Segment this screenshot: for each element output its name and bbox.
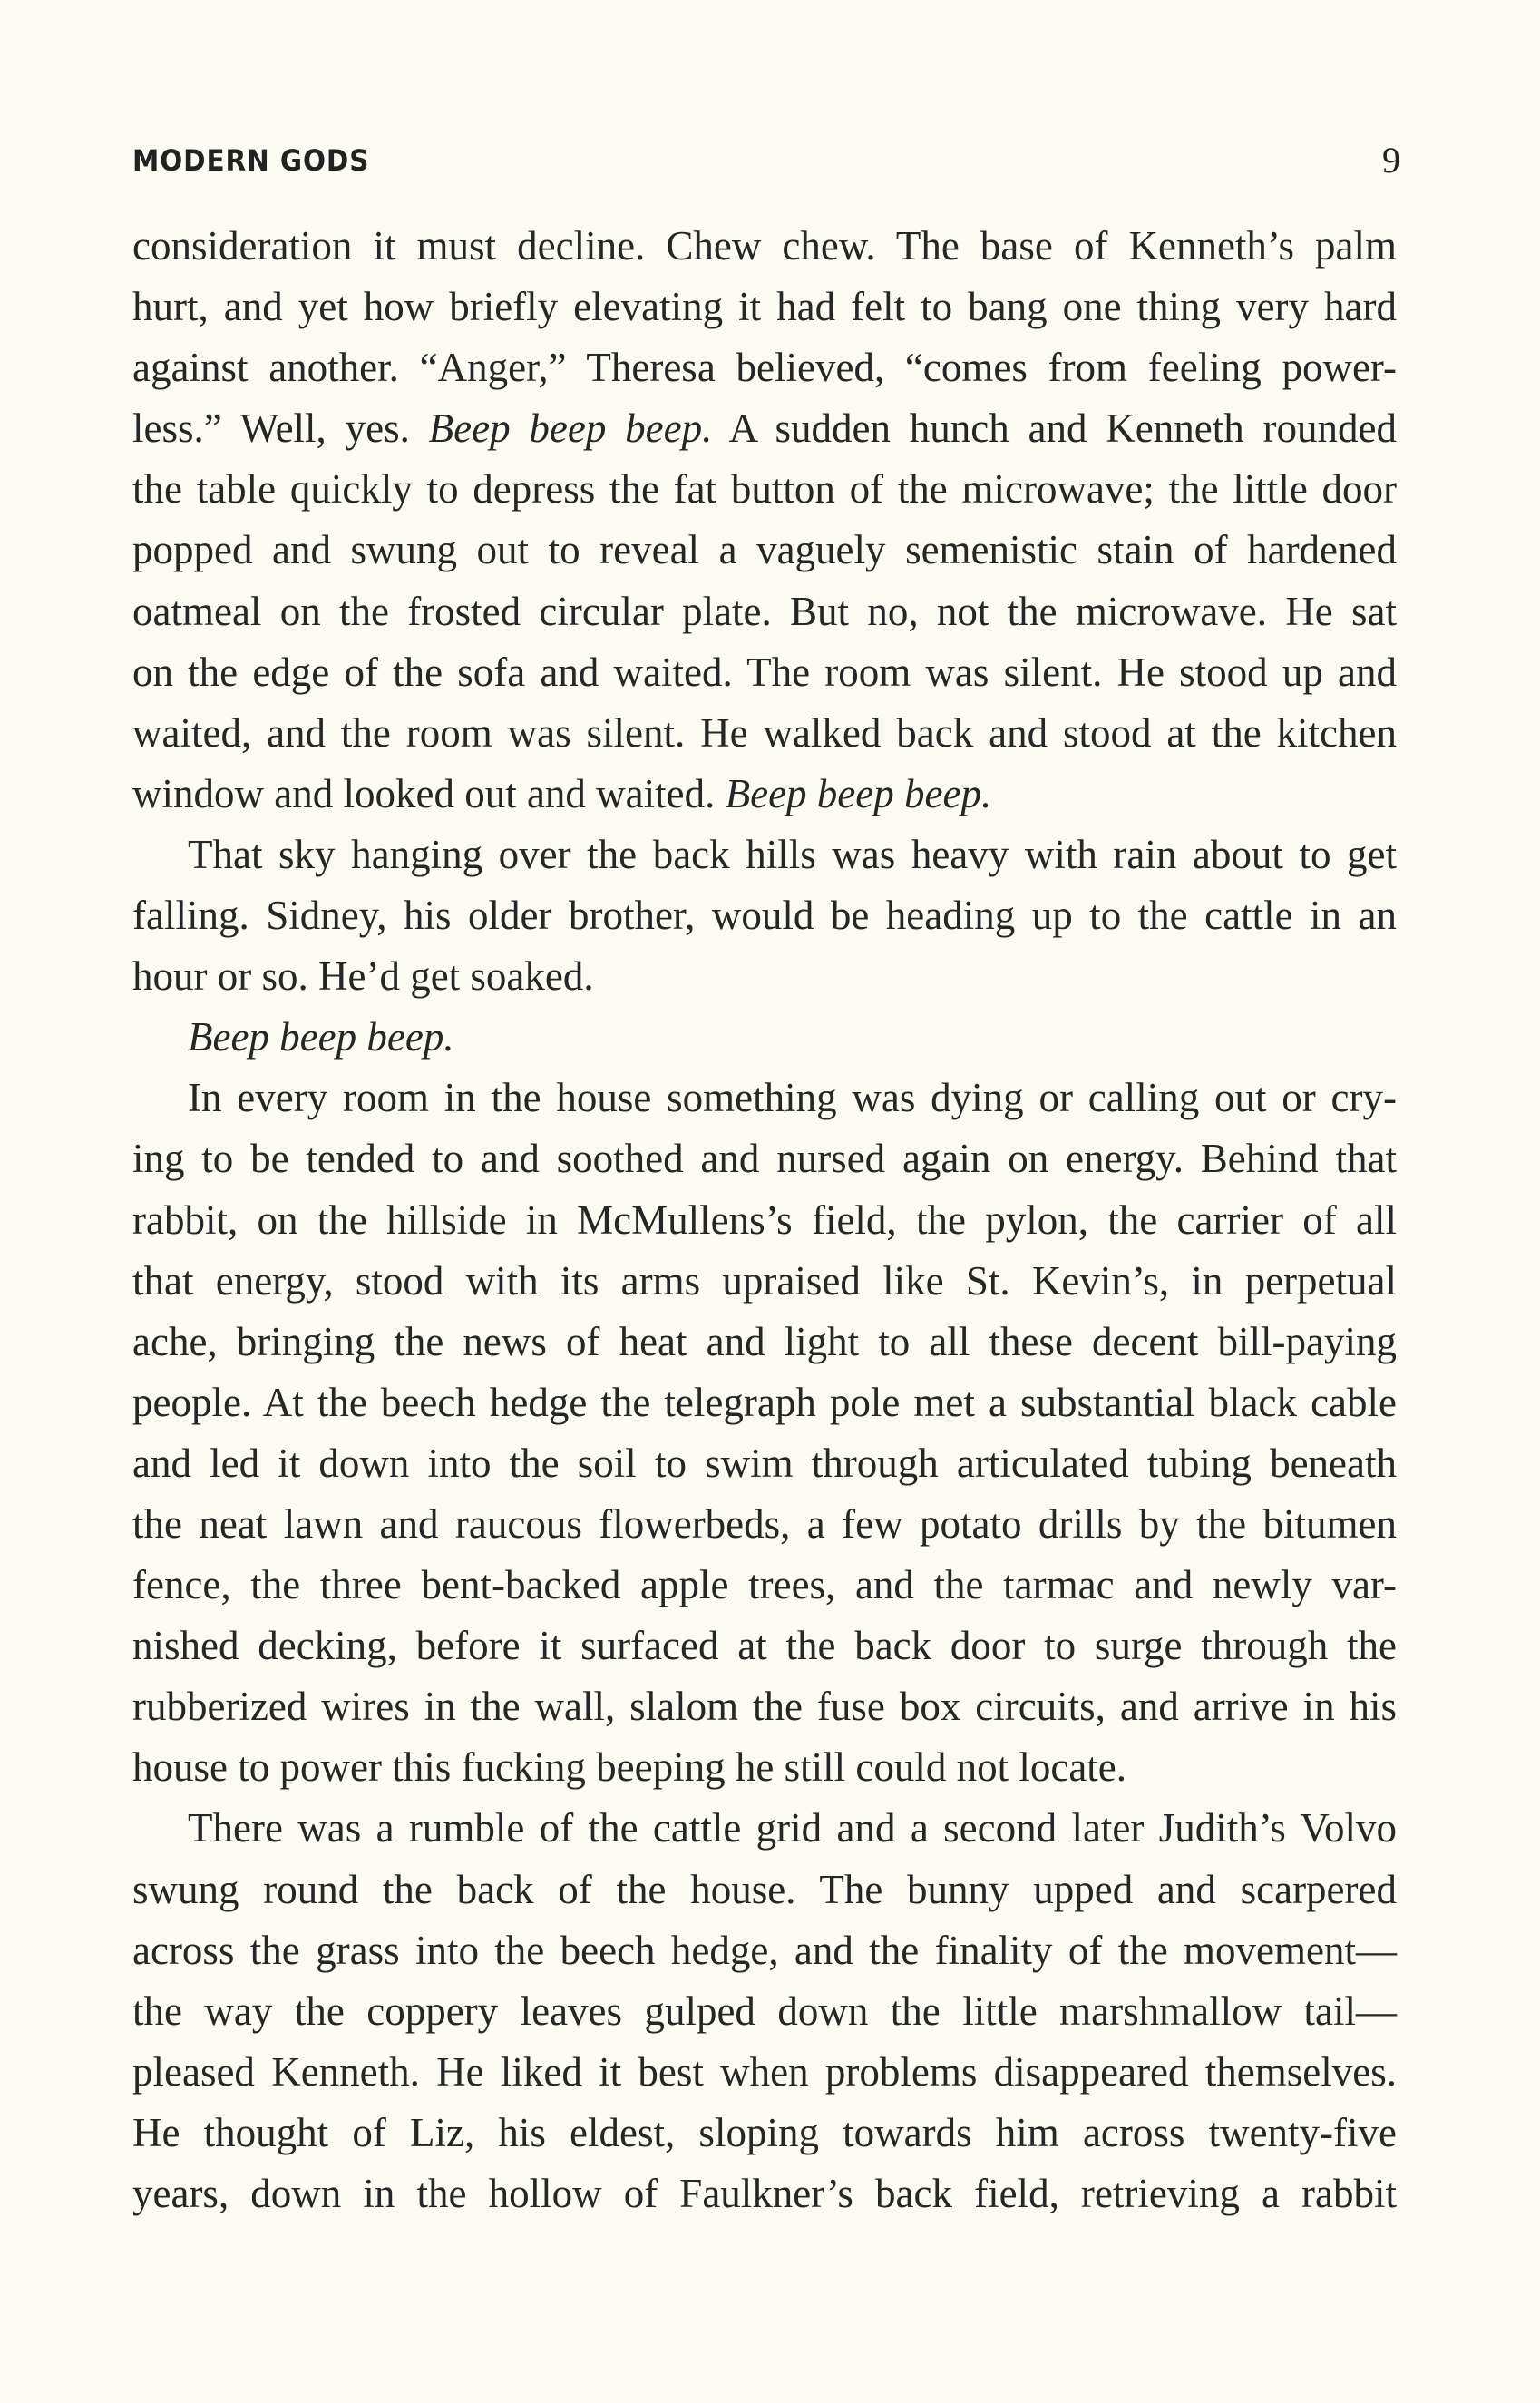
text-line: rabbit, on the hillside in McMullens’s field, the pylon, the carrier of all bbox=[132, 1197, 1397, 1243]
text-line: the table quickly to depress the fat button of the microwave; the little door bbox=[132, 466, 1397, 513]
text-line: consideration it must decline. Chew chew. The base of Kenneth’s palm bbox=[132, 223, 1397, 269]
text-line: falling. Sidney, his older brother, would be heading up to the cattle in an bbox=[132, 893, 1397, 939]
text-run: less.” Well, yes. bbox=[132, 405, 429, 452]
text-run: A sudden hunch and Kenneth rounded bbox=[712, 405, 1398, 452]
text-line: fence, the three bent-backed apple trees, and the tarmac and newly var- bbox=[132, 1562, 1397, 1608]
text-run: window and looked out and waited. bbox=[132, 770, 726, 816]
text-line: the way the coppery leaves gulped down the little marshmallow tail— bbox=[132, 1988, 1397, 2034]
text-line: ing to be tended to and soothed and nursed again on energy. Behind that bbox=[132, 1136, 1397, 1182]
text-line: that energy, stood with its arms upraised like St. Kevin’s, in perpetual bbox=[132, 1257, 1397, 1304]
page-number: 9 bbox=[1382, 140, 1400, 181]
text-line: popped and swung out to reveal a vaguely semenistic stain of hardened bbox=[132, 527, 1397, 573]
text-line: swung round the back of the house. The bunny upped and scarpered bbox=[132, 1866, 1397, 1912]
italic-beep: Beep beep beep. bbox=[428, 405, 713, 452]
text-line: years, down in the hollow of Faulkner’s back field, retrieving a rabbit bbox=[132, 2171, 1397, 2216]
running-head bbox=[132, 138, 1400, 183]
text-line: He thought of Liz, his eldest, sloping towards him across twenty-five bbox=[132, 2109, 1397, 2155]
text-line: ache, bringing the news of heat and light to all these decent bill-paying bbox=[132, 1318, 1397, 1364]
text-line: the neat lawn and raucous flowerbeds, a few potato drills by the bitumen bbox=[132, 1500, 1397, 1547]
text-line: oatmeal on the frosted circular plate. But no, not the microwave. He sat bbox=[132, 588, 1397, 634]
text-line: In every room in the house something was dying or calling out or cry- bbox=[188, 1075, 1397, 1121]
text-line: house to power this fucking beeping he still could not locate. bbox=[132, 1744, 1127, 1791]
text-line bbox=[132, 398, 1397, 459]
text-line: and led it down into the soil to swim through articulated tubing beneath bbox=[132, 1440, 1397, 1486]
text-line: across the grass into the beech hedge, and the finality of the movement— bbox=[132, 1927, 1397, 1973]
running-title: MODERN GODS bbox=[132, 143, 370, 178]
text-line: people. At the beech hedge the telegraph pole met a substantial black cable bbox=[132, 1379, 1397, 1425]
text-line: nished decking, before it surfaced at the back door to surge through the bbox=[132, 1623, 1397, 1669]
text-line: hour or so. He’d get soaked. bbox=[132, 953, 594, 1000]
text-line: There was a rumble of the cattle grid and a second later Judith’s Volvo bbox=[188, 1805, 1397, 1851]
italic-beep-line: Beep beep beep. bbox=[188, 1014, 454, 1060]
text-line: against another. “Anger,” Theresa believed, “comes from feeling power- bbox=[132, 345, 1397, 391]
text-line: waited, and the room was silent. He walked back and stood at the kitchen bbox=[132, 709, 1397, 756]
body-text bbox=[132, 216, 1397, 2224]
text-line: pleased Kenneth. He liked it best when problems disappeared themselves. bbox=[132, 2048, 1397, 2095]
text-line: hurt, and yet how briefly elevating it had felt to bang one thing very hard bbox=[132, 284, 1397, 330]
text-line: rubberized wires in the wall, slalom the fuse box circuits, and arrive in his bbox=[132, 1684, 1397, 1730]
text-line: That sky hanging over the back hills was heavy with rain about to get bbox=[188, 831, 1397, 877]
text-line bbox=[132, 764, 1397, 825]
text-line: on the edge of the sofa and waited. The room was silent. He stood up and bbox=[132, 649, 1397, 695]
italic-beep: Beep beep beep. bbox=[725, 770, 992, 816]
